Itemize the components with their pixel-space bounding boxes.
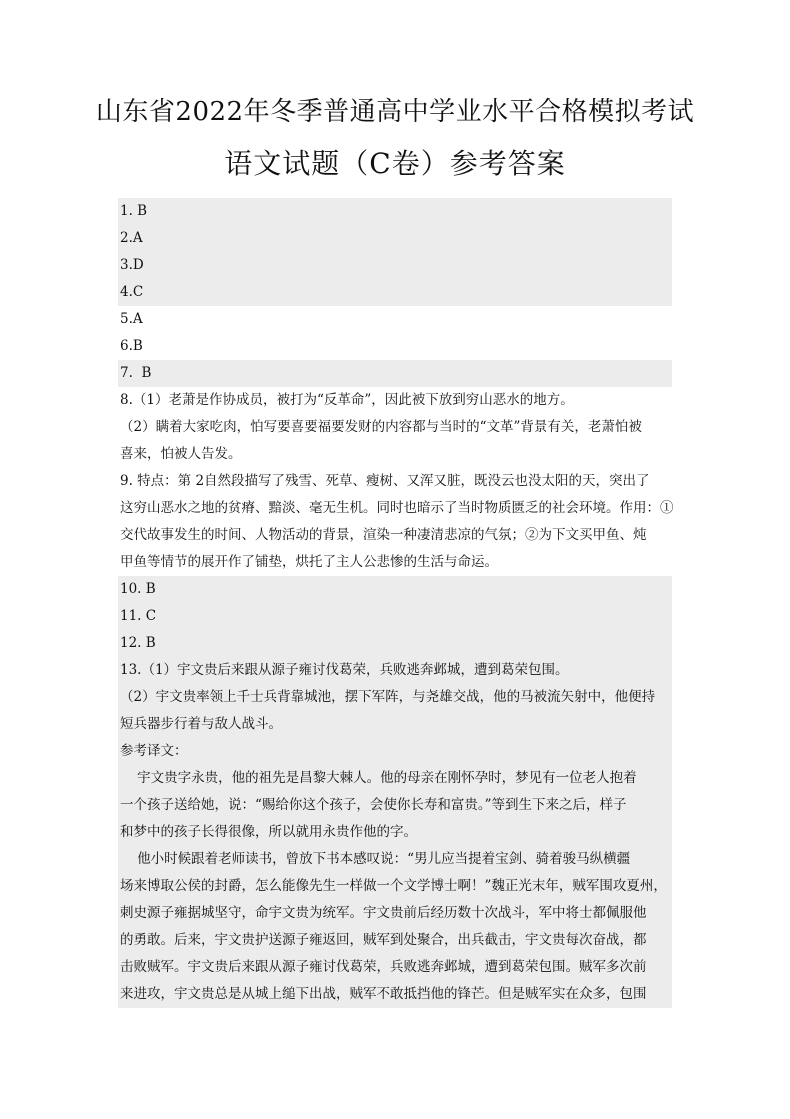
answer-content (118, 198, 672, 1008)
answer-line: 甲鱼等情节的展开作了铺垫，烘托了主人公悲惨的生活与命运。 (120, 554, 498, 570)
answer-line: 12. B (118, 630, 672, 657)
answer-line: 短兵器步行着与敌人战斗。 (118, 711, 672, 738)
answer-line: 这穷山恶水之地的贫瘠、黯淡、毫无生机。同时也暗示了当时物质匮乏的社会环境。作用：① (120, 500, 674, 516)
answer-line: 3.D (118, 252, 672, 279)
answer-line: 10. B (118, 576, 672, 603)
translation-line: 场来博取公侯的封爵，怎么能像先生一样做一个文学博士啊！”魏正光末年，贼军围攻夏州， (118, 873, 672, 900)
document-subtitle: 语文试题（C卷）参考答案 (224, 147, 566, 180)
answer-line: （2）瞒着大家吃肉，怕写要喜要福要发财的内容都与当时的“文革”背景有关，老萧怕被 (120, 419, 642, 435)
translation-line: 和梦中的孩子长得很像，所以就用永贵作他的字。 (118, 819, 672, 846)
answer-line: 6.B (120, 338, 143, 354)
answer-line: 8.（1）老萧是作协成员，被打为“反革命”，因此被下放到穷山恶水的地方。 (120, 392, 574, 408)
translation-line: 的勇敢。后来，宇文贵护送源子雍返回，贼军到处聚合，出兵截击，宇文贵每次奋战，都 (118, 927, 672, 954)
document-title: 山东省2022年冬季普通高中学业水平合格模拟考试 (95, 97, 695, 127)
answer-line: 参考译文： (118, 738, 672, 765)
translation-line: 一个孩子送给她，说：“赐给你这个孩子，会使你长寿和富贵。”等到生下来之后，样子 (118, 792, 672, 819)
answer-line: 9. 特点：第 2自然段描写了残雪、死草、瘦树、又浑又脏，既没云也没太阳的天，突出了 (120, 473, 650, 489)
answer-line: 5.A (120, 311, 143, 327)
translation-line: 击败贼军。宇文贵后来跟从源子雍讨伐葛荣，兵败逃奔邺城，遭到葛荣包围。贼军多次前 (118, 954, 672, 981)
translation-line: 刺史源子雍据城坚守，命宇文贵为统军。宇文贵前后经历数十次战斗，军中将士都佩服他 (118, 900, 672, 927)
answer-line: 1. B (118, 198, 672, 225)
answer-line: 喜来，怕被人告发。 (120, 446, 242, 462)
translation-line: 来进攻，宇文贵总是从城上缒下出战，贼军不敢抵挡他的锋芒。但是贼军实在众多，包围 (118, 981, 672, 1008)
answer-line: 11. C (118, 603, 672, 630)
answer-line: 4.C (118, 279, 672, 306)
translation-line: 他小时候跟着老师读书，曾放下书本感叹说：“男儿应当提着宝剑、骑着骏马纵横疆 (118, 846, 672, 873)
answer-line: 13.（1）宇文贵后来跟从源子雍讨伐葛荣，兵败逃奔邺城，遭到葛荣包围。 (118, 657, 672, 684)
answer-line: 7. B (118, 360, 672, 387)
answer-line: （2）宇文贵率领上千士兵背靠城池，摆下军阵，与尧雄交战，他的马被流矢射中，他便持 (118, 684, 672, 711)
answer-line: 交代故事发生的时间、人物活动的背景，渲染一种凄清悲凉的气氛；②为下文买甲鱼、炖 (120, 527, 647, 543)
answer-line: 2.A (118, 225, 672, 252)
translation-line: 宇文贵字永贵，他的祖先是昌黎大棘人。他的母亲在刚怀孕时，梦见有一位老人抱着 (118, 765, 672, 792)
